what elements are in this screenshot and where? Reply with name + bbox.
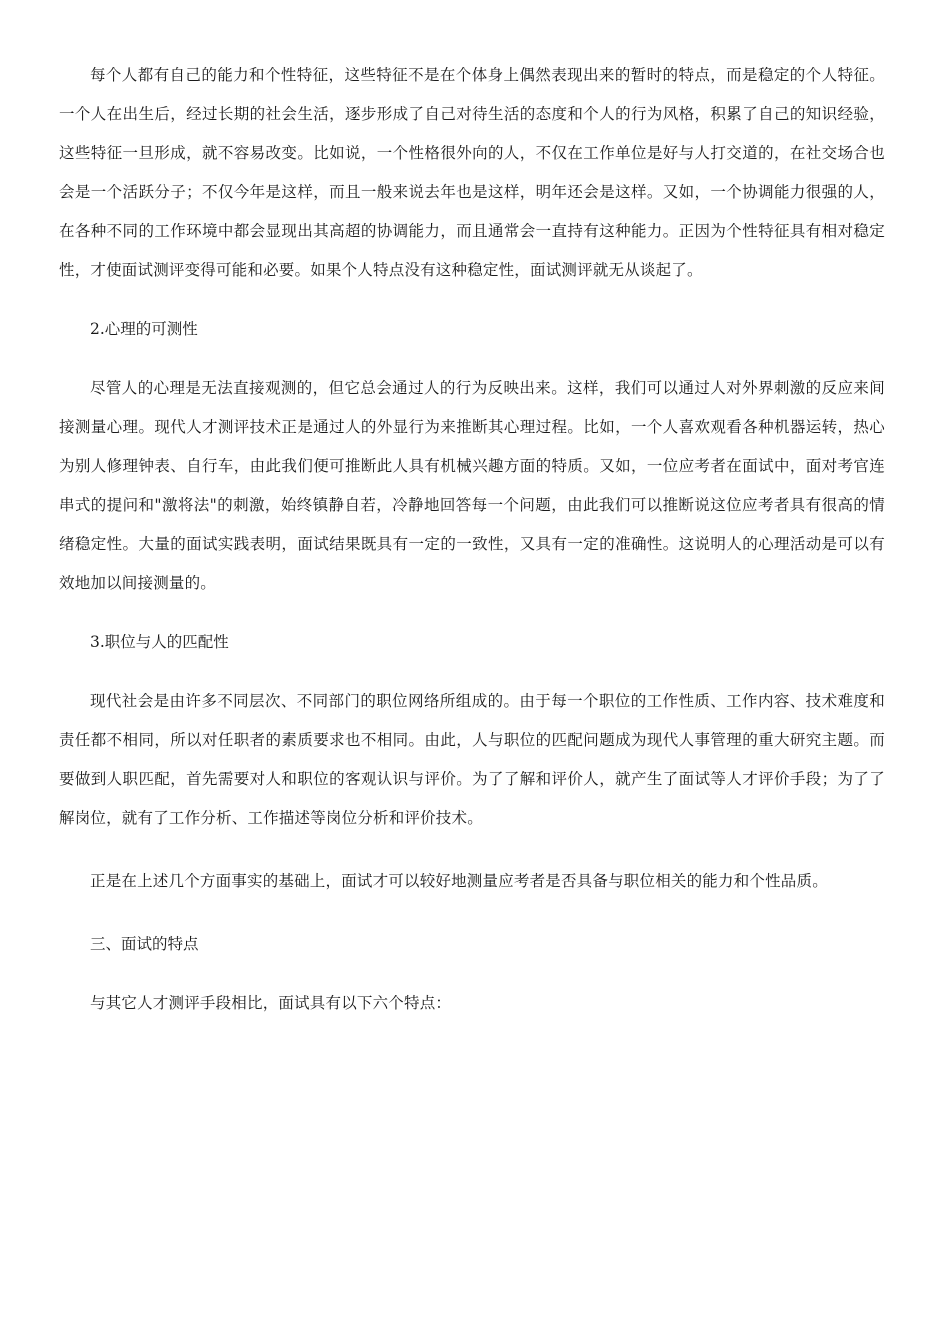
heading-psychological-measurability: 2.心理的可测性 [90,320,198,338]
heading-job-person-match: 3.职位与人的匹配性 [90,633,229,651]
paragraph-personality-stability: 每个人都有自己的能力和个性特征，这些特征不是在个体身上偶然表现出来的暂时的特点，而是稳定的个人特征。一个人在出生后，经过长期的社会生活，逐步形成了自己对待生活的态度和个人的行为风格，积累了自己的知识经验，这些特征一旦形成，就不容易改变。比如说，一个性格很外向的人，不仅在工作单位是好与人打交道的，在社交场合也会是一个活跃分子；不仅今年是这样，而且一般来说去年也是这样，明年还会是这样。又如，一个协调能力很强的人，在各种不同的工作环境中都会显现出其高超的协调能力，而且通常会一直持有这种能力。正因为个性特征具有相对稳定性，才使面试测评变得可能和必要。如果个人特点没有这种稳定性，面试测评就无从谈起了。 [59,66,885,279]
paragraph-six-characteristics-intro: 与其它人才测评手段相比，面试具有以下六个特点： [90,994,452,1012]
heading-interview-characteristics: 三、面试的特点 [90,935,199,953]
paragraph-job-person-match: 现代社会是由许多不同层次、不同部门的职位网络所组成的。由于每一个职位的工作性质、工作内容、技术难度和责任都不相同，所以对任职者的素质要求也不相同。由此，人与职位的匹配问题成为现代人事管理的重大研究主题。而要做到人职匹配，首先需要对人和职位的客观认识与评价。为了了解和评价人，就产生了面试等人才评价手段；为了了解岗位，就有了工作分析、工作描述等岗位分析和评价技术。 [59,692,885,827]
paragraph-summary: 正是在上述几个方面事实的基础上，面试才可以较好地测量应考者是否具备与职位相关的能力和个性品质。 [90,872,828,890]
document-page [59,56,885,1023]
paragraph-psychological-measurability: 尽管人的心理是无法直接观测的，但它总会通过人的行为反映出来。这样，我们可以通过人对外界刺激的反应来间接测量心理。现代人才测评技术正是通过人的外显行为来推断其心理过程。比如，一个人喜欢观看各种机器运转，热心为别人修理钟表、自行车，由此我们便可推断此人具有机械兴趣方面的特质。又如，一位应考者在面试中，面对考官连串式的提问和"激将法"的刺激，始终镇静自若，冷静地回答每一个问题，由此我们可以推断说这位应考者具有很高的情绪稳定性。大量的面试实践表明，面试结果既具有一定的一致性，又具有一定的准确性。这说明人的心理活动是可以有效地加以间接测量的。 [59,379,885,592]
